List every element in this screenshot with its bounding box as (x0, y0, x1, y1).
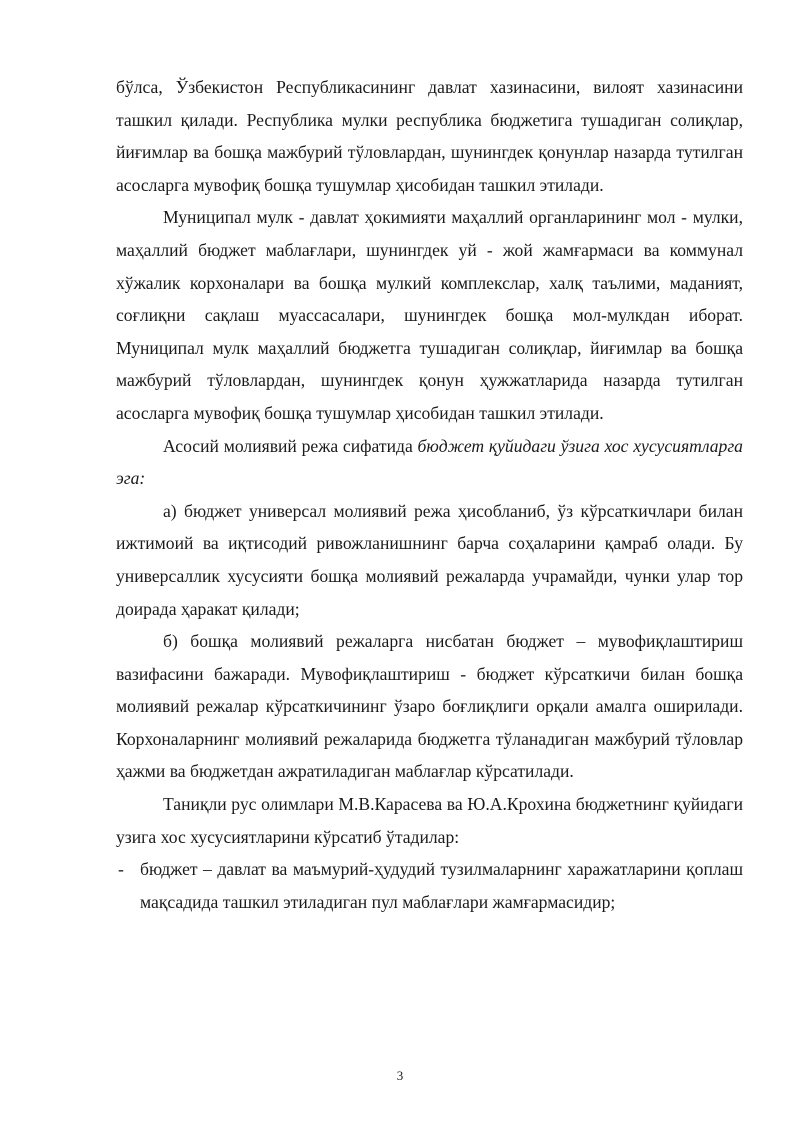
paragraph-3-lead: Асосий молиявий режа сифатида (163, 435, 418, 456)
page-number: 3 (396, 1068, 404, 1083)
paragraph-1: бўлса, Ўзбекистон Республикасининг давлат хазинасини, вилоят хазинасини ташкил қилади. Республика мулки республика бюджетига тушадиган солиқлар, йиғимлар ва бошқа мажбурий тўловлардан, шунингдек қонунлар назарда тутилган асосларга мувофиқ бошқа тушумлар ҳисобидан ташкил этилади. (116, 77, 743, 195)
paragraph-3-italic: бюджет қуйидаги ўзига хос хусусиятларга эга: (116, 435, 743, 489)
bullet-text: бюджет – давлат ва маъмурий-ҳудудий тузилмаларнинг харажатларини қоплаш мақсадида ташкил этиладиган пул маблағлари жамғармасидир; (140, 859, 743, 912)
paragraph-2: Муниципал мулк - давлат ҳокимияти маҳаллий органларининг мол - мулки, маҳаллий бюджет маблағлари, шунингдек уй - жой жамғармаси ва коммунал хўжалик корхоналари ва бошқа мулкий комплекслар, халқ таълими, маданият, соғлиқни сақлаш муассасалари, шунингдек бошқа мол-мулкдан иборат. Муниципал мулк маҳаллий бюджетга тушадиган солиқлар, йиғимлар ва бошқа мажбурий тўловлардан, шунингдек қонун ҳужжатларида назарда тутилган асосларга мувофиқ бошқа тушумлар ҳисобидан ташкил этилади. (116, 207, 743, 423)
body-text (116, 71, 743, 918)
bullet-item (116, 853, 743, 918)
paragraph-5: б) бошқа молиявий режаларга нисбатан бюджет – мувофиқлаштириш вазифасини бажаради. Мувофиқлаштириш - бюджет кўрсаткичи билан бошқа молиявий режалар кўрсаткичининг ўзаро боғлиқлиги орқали амалга оширилади. Корхоналарнинг молиявий режаларида бюджетга тўланадиган мажбурий тўловлар ҳажми ва бюджетдан ажратиладиган маблағлар кўрсатилади. (116, 631, 743, 782)
paragraph-6: Таниқли рус олимлари М.В.Карасева ва Ю.А.Крохина бюджетнинг қуйидаги узига хос хусусиятларини кўрсатиб ўтадилар: (116, 794, 743, 847)
paragraph-3 (116, 430, 743, 495)
bullet-marker: - (118, 859, 124, 880)
paragraph-4: а) бюджет универсал молиявий режа ҳисобланиб, ўз кўрсаткичлари билан ижтимоий ва иқтисодий ривожланишнинг барча соҳаларини қамраб олади. Бу универсаллик хусусияти бошқа молиявий режаларда учрамайди, чунки улар тор доирада ҳаракат қилади; (116, 500, 743, 619)
